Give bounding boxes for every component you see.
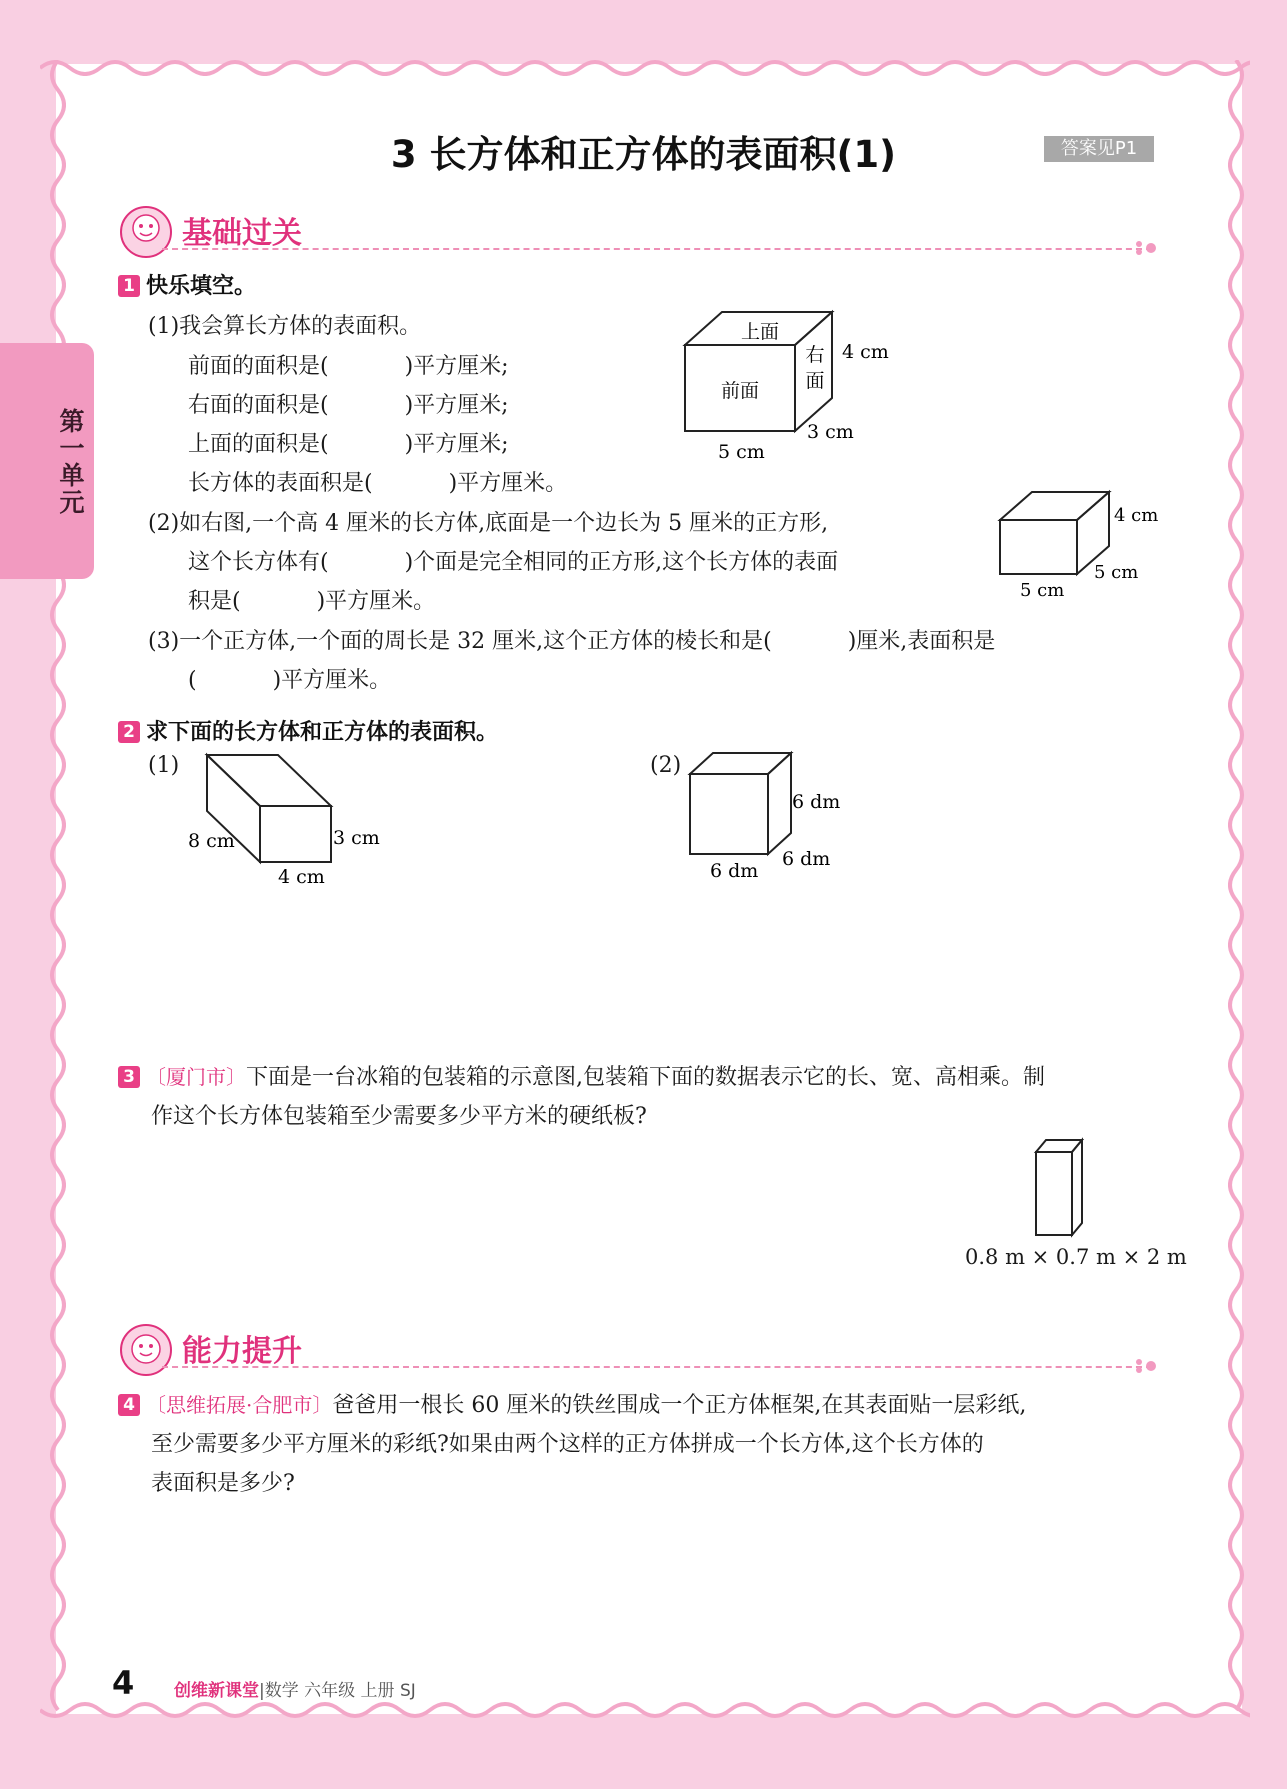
q1-total-area-line	[188, 466, 567, 497]
q1-top-area-line	[188, 427, 509, 458]
page-title: 3 长方体和正方体的表面积(1)	[390, 133, 897, 176]
fig-label-top-face: 上面	[740, 321, 780, 343]
question-2-text: 求下面的长方体和正方体的表面积。	[146, 720, 499, 745]
q1-part3-line2-suffix: )平方厘米。	[272, 668, 392, 693]
q1-right-area-prefix: 右面的面积是(	[188, 393, 329, 418]
q1-front-area-suffix: )平方厘米;	[404, 354, 509, 379]
q2-fig1-dim-height: 3 cm	[333, 827, 380, 849]
q1-part2-line1: (2)如右图,一个高 4 厘米的长方体,底面是一个边长为 5 厘米的正方形,	[148, 511, 829, 536]
fig-label-right-face-1: 右	[805, 344, 825, 366]
section-divider	[162, 1366, 1152, 1368]
footer-brand: 创维新课堂	[174, 1681, 259, 1701]
answer-reference-tag: 答案见P1	[1044, 136, 1154, 162]
q2-fig1-label: (1)	[148, 753, 180, 778]
q1-part3-line1-prefix: (3)一个正方体,一个面的周长是 32 厘米,这个正方体的棱长和是(	[148, 629, 772, 654]
question-4-text-1: 爸爸用一根长 60 厘米的铁丝围成一个正方体框架,在其表面贴一层彩纸,	[332, 1393, 1027, 1418]
wave-border-top	[40, 50, 1250, 76]
q2-fig2-dim-depth: 6 dm	[782, 848, 831, 870]
q1-part3-line1-suffix: )厘米,表面积是	[847, 629, 996, 654]
question-2-title	[118, 715, 498, 746]
q2-cube-figure	[680, 750, 880, 890]
q1-top-area-prefix: 上面的面积是(	[188, 432, 329, 457]
q3-box-dimensions: 0.8 m × 0.7 m × 2 m	[965, 1245, 1187, 1269]
question-4-line1	[118, 1388, 1026, 1419]
fig2-dim-width: 5 cm	[1020, 580, 1065, 601]
fig-label-right-face-2: 面	[805, 370, 825, 392]
question-number-badge: 2	[118, 721, 140, 743]
page-number: 4	[112, 1664, 135, 1702]
q2-fig1-dim-width: 4 cm	[278, 866, 325, 888]
decorative-dots-icon	[1133, 1356, 1163, 1376]
q1-part1-intro: (1)我会算长方体的表面积。	[148, 314, 422, 339]
section-header-advanced	[118, 1322, 1163, 1386]
q1-part2-line3-suffix: )平方厘米。	[316, 589, 436, 614]
question-number-badge: 4	[118, 1394, 140, 1416]
question-4-source: 〔思维拓展·合肥市〕	[146, 1393, 333, 1417]
question-4-line3: 表面积是多少?	[151, 1471, 295, 1496]
question-number-badge: 3	[118, 1066, 140, 1088]
question-number-badge: 1	[118, 275, 140, 297]
wave-border-right	[1228, 60, 1250, 1720]
q1-square-base-cuboid-figure	[990, 488, 1160, 603]
q1-front-area-line	[188, 349, 509, 380]
q1-part2-line2-suffix: )个面是完全相同的正方形,这个长方体的表面	[404, 550, 839, 575]
question-3-text-1: 下面是一台冰箱的包装箱的示意图,包装箱下面的数据表示它的长、宽、高相乘。制	[246, 1065, 1045, 1090]
section-header-basic	[118, 204, 1163, 268]
wave-border-left	[44, 60, 66, 1720]
q1-part3-line2-prefix: (	[188, 668, 197, 693]
fig-dim-depth: 3 cm	[807, 421, 854, 443]
q2-fig2-dim-height: 6 dm	[792, 791, 841, 813]
q1-part2-line3-prefix: 积是(	[188, 589, 241, 614]
q2-fig2-label: (2)	[650, 753, 682, 778]
fig2-dim-depth: 5 cm	[1094, 562, 1139, 583]
fig2-dim-height: 4 cm	[1114, 505, 1159, 526]
question-3-line2: 作这个长方体包装箱至少需要多少平方米的硬纸板?	[151, 1104, 647, 1129]
unit-side-tab-label: 第一单元	[56, 408, 85, 516]
q2-fig2-dim-width: 6 dm	[710, 860, 759, 882]
section-title-basic: 基础过关	[182, 216, 302, 251]
section-divider	[162, 248, 1152, 250]
fig-dim-height: 4 cm	[842, 341, 889, 363]
footer-info	[174, 1676, 416, 1701]
question-1-title	[118, 269, 256, 300]
q1-right-area-suffix: )平方厘米;	[404, 393, 509, 418]
question-4-line2: 至少需要多少平方厘米的彩纸?如果由两个这样的正方体拼成一个长方体,这个长方体的	[151, 1432, 984, 1457]
q1-front-area-prefix: 前面的面积是(	[188, 354, 329, 379]
q1-total-area-prefix: 长方体的表面积是(	[188, 471, 373, 496]
question-3-source: 〔厦门市〕	[146, 1065, 246, 1089]
q1-top-area-suffix: )平方厘米;	[404, 432, 509, 457]
q2-fig1-dim-length: 8 cm	[188, 830, 235, 852]
q1-part2-line3	[188, 584, 435, 615]
footer-book-info: |数学 六年级 上册 SJ	[259, 1681, 416, 1701]
question-3-line1	[118, 1060, 1045, 1091]
q1-right-area-line	[188, 388, 509, 419]
fig-dim-width: 5 cm	[718, 441, 765, 463]
mascot-icon	[118, 204, 174, 260]
decorative-dots-icon	[1133, 238, 1163, 258]
fig-label-front-face: 前面	[720, 380, 760, 402]
q1-part2-line2-prefix: 这个长方体有(	[188, 550, 329, 575]
q1-part3-line2	[188, 663, 391, 694]
wave-border-bottom	[40, 1700, 1250, 1726]
mascot-icon	[118, 1322, 174, 1378]
section-title-advanced: 能力提升	[182, 1334, 302, 1369]
q1-part2-line2	[188, 545, 838, 576]
q2-cuboid-figure	[180, 750, 400, 890]
q1-cuboid-figure	[670, 308, 910, 468]
q1-total-area-suffix: )平方厘米。	[448, 471, 568, 496]
question-1-text: 快乐填空。	[146, 274, 257, 299]
q3-box-figure	[1030, 1134, 1100, 1240]
q1-part3-line1	[148, 624, 995, 655]
